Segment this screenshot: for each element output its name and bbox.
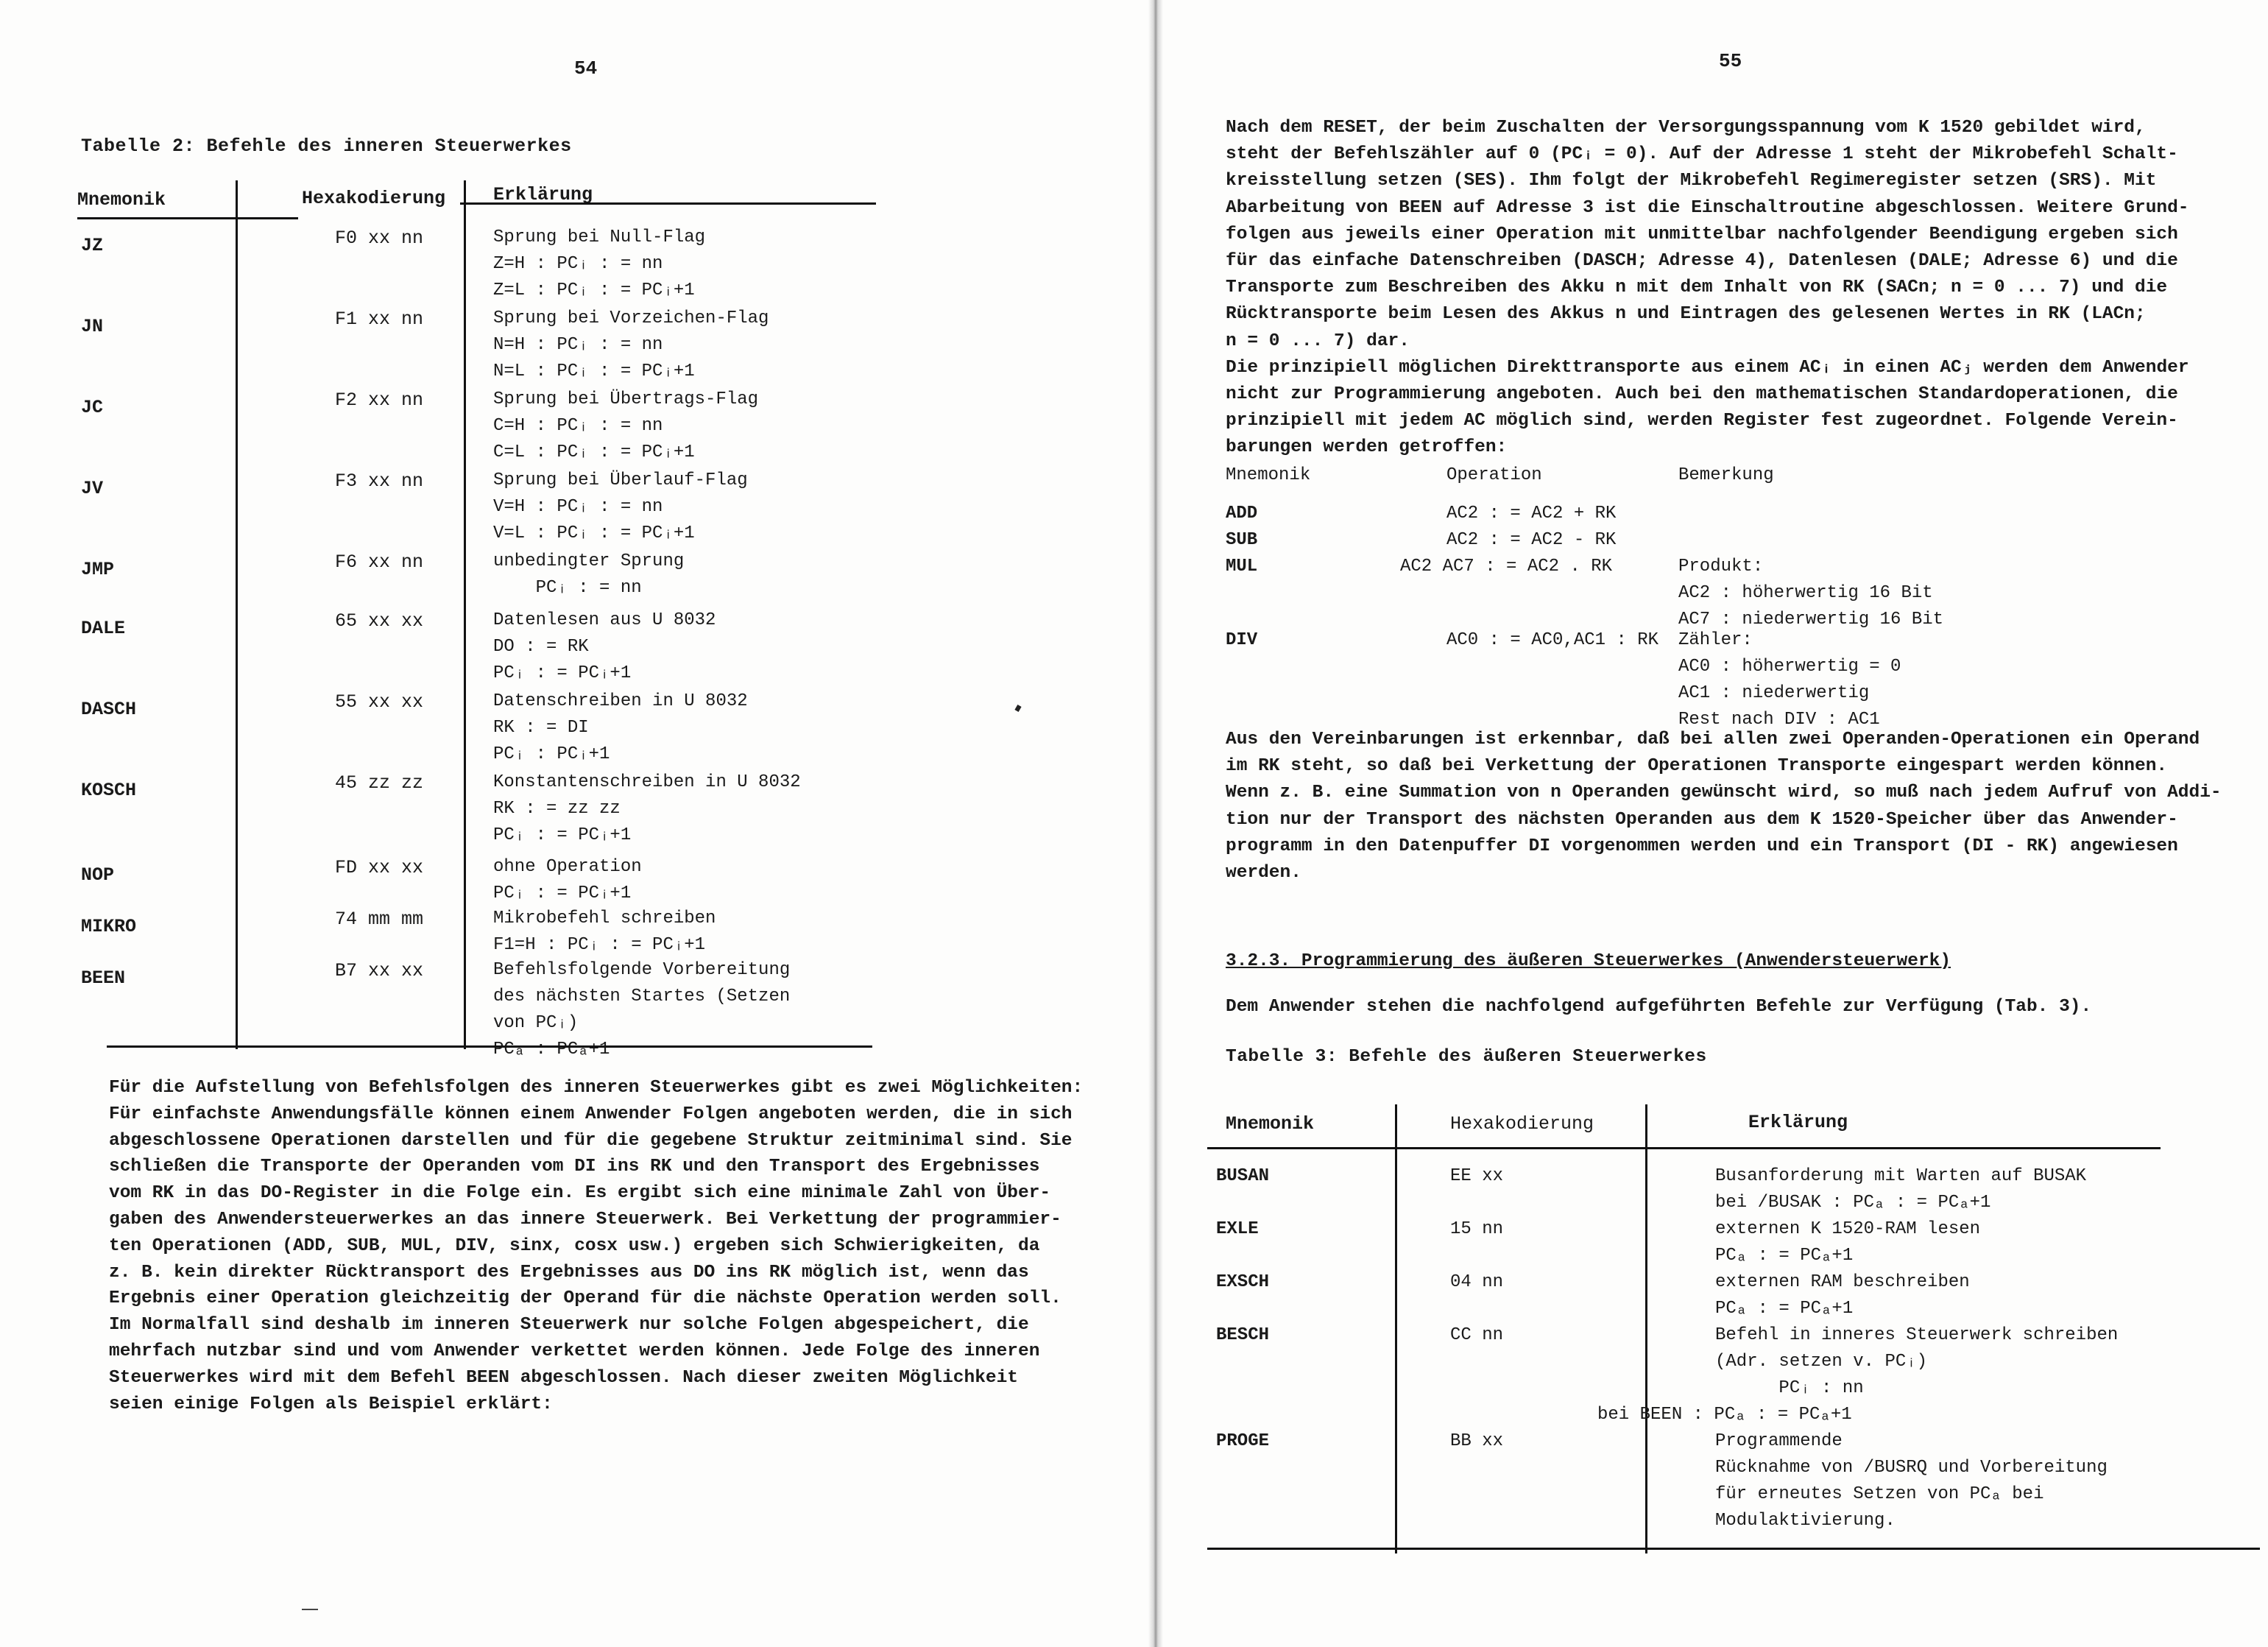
ops-mnemonic: SUB <box>1226 530 1258 550</box>
paragraph-line: Für einfachste Anwendungsfälle können einem Anwender Folgen angeboten werden, die in sich <box>109 1104 1073 1124</box>
paragraph-line: barungen werden getroffen: <box>1226 437 1508 458</box>
table2-explanation-line: PCᵢ : = PCᵢ+1 <box>493 825 632 845</box>
ops-operation: AC2 : = AC2 - RK <box>1446 530 1617 550</box>
table2-hex-code: F1 xx nn <box>334 308 424 330</box>
table3-explanation-line: bei BEEN : PCₐ : = PCₐ+1 <box>1597 1405 1852 1425</box>
table3-mnemonic: EXSCH <box>1216 1272 1270 1292</box>
table3-hex-code: 04 nn <box>1450 1272 1504 1292</box>
table2-hex-code: F6 xx nn <box>334 551 424 573</box>
table2-explanation <box>493 688 748 768</box>
paragraph-line: Die prinzipiell möglichen Direkttransporte aus einem ACᵢ in einen ACⱼ werden dem Anwender <box>1226 357 2189 378</box>
table3-col-divider-2 <box>1645 1104 1647 1553</box>
paragraph-line: Steuerwerkes wird mit dem Befehl BEEN abgeschlossen. Nach dieser zweiten Möglichkeit <box>109 1367 1019 1388</box>
paragraph-line: nicht zur Programmierung angeboten. Auch bei den mathematischen Standardoperationen, die <box>1226 384 2178 405</box>
paragraph-line: im RK steht, so daß bei Verkettung der Operationen Transporte eingespart werden können. <box>1226 756 2168 777</box>
paragraph-line: Abarbeitung von BEEN auf Adresse 3 ist die Einschaltroutine abgeschlossen. Weitere Grund- <box>1226 197 2189 218</box>
ops-remark: AC1 : niederwertig <box>1678 683 1870 703</box>
table3-hex-code: 15 nn <box>1450 1219 1504 1239</box>
table2-explanation <box>493 306 769 385</box>
right-page <box>1163 0 2268 1647</box>
table2-explanation <box>493 549 684 602</box>
table2-explanation <box>493 906 716 959</box>
ops-remark: AC0 : höherwertig = 0 <box>1678 657 1901 677</box>
table2-explanation-line: Befehlsfolgende Vorbereitung <box>493 960 791 980</box>
table3-explanation-line: Modulaktivierung. <box>1715 1511 1896 1531</box>
ops-remark: AC2 : höherwertig 16 Bit <box>1678 583 1933 603</box>
table3-explanation-line: externen RAM beschreiben <box>1715 1272 1970 1292</box>
table2-explanation-line: von PCᵢ) <box>493 1013 579 1033</box>
ops-remark: AC7 : niederwertig 16 Bit <box>1678 610 1944 629</box>
table2-explanation-line: Sprung bei Übertrags-Flag <box>493 389 759 409</box>
table2-mnemonic: JV <box>81 478 104 499</box>
table2-header-mnemonik: Mnemonik <box>77 189 166 211</box>
table3 <box>1207 1104 2260 1561</box>
table2-mnemonic: NOP <box>81 864 115 886</box>
ops-operation: AC2 AC7 : = AC2 . RK <box>1400 557 1613 576</box>
table2-explanation-line: des nächsten Startes (Setzen <box>493 987 791 1006</box>
table3-mnemonic: EXLE <box>1216 1219 1259 1239</box>
table2-explanation-line: N=H : PCᵢ : = nn <box>493 335 663 355</box>
ops-operation: AC2 : = AC2 + RK <box>1446 504 1617 523</box>
paragraph-line: programm in den Datenpuffer DI vorgenommen werden und ein Transport (DI - RK) angewiesen <box>1226 836 2178 856</box>
ops-header: Mnemonik <box>1226 465 1311 485</box>
table2-row <box>77 688 813 762</box>
ops-mnemonic: DIV <box>1226 630 1258 650</box>
table2-hex-code: FD xx xx <box>334 857 424 878</box>
page-number-right: 55 <box>1719 50 1742 72</box>
section-text: Dem Anwender stehen die nachfolgend aufgeführten Befehle zur Verfügung (Tab. 3). <box>1226 997 2092 1017</box>
table2-explanation-line: N=L : PCᵢ : = PCᵢ+1 <box>493 362 695 381</box>
table2-header-rule-left <box>77 217 298 219</box>
table2-explanation-line: Konstantenschreiben in U 8032 <box>493 772 801 792</box>
table3-hex-code: CC nn <box>1450 1325 1504 1345</box>
table2-row <box>77 607 813 681</box>
table2-hex-code: 45 zz zz <box>334 772 424 794</box>
table2-explanation-line: C=H : PCᵢ : = nn <box>493 416 663 436</box>
table2-explanation <box>493 225 705 304</box>
table3-header-rule <box>1207 1147 2161 1149</box>
left-body-paragraph <box>109 1075 1083 1417</box>
table3-mnemonic: BESCH <box>1216 1325 1270 1345</box>
table2-explanation-line: RK : = zz zz <box>493 799 621 819</box>
table2-explanation <box>493 468 748 547</box>
table3-explanation-line: für erneutes Setzen von PCₐ bei <box>1715 1484 2044 1504</box>
table2-hex-code: F0 xx nn <box>334 228 424 249</box>
table2-hex-code: F2 xx nn <box>334 389 424 411</box>
paragraph-line: prinzipiell mit jedem AC möglich sind, werden Register fest zugeordnet. Folgende Verein- <box>1226 411 2178 431</box>
table2-hex-code: F3 xx nn <box>334 470 424 492</box>
table2-explanation-line: unbedingter Sprung <box>493 551 685 571</box>
table2-header-erklaerung: Erklärung <box>493 184 593 205</box>
table2-header-rule-right <box>460 202 876 205</box>
paragraph-line: Aus den Vereinbarungen ist erkennbar, daß bei allen zwei Operanden-Operationen ein Operand <box>1226 730 2200 750</box>
table2-explanation-line: DO : = RK <box>493 637 589 657</box>
paragraph-line: Transporte zum Beschreiben des Akku n mit dem Inhalt von RK (SACn; n = 0 ... 7) und die <box>1226 278 2168 298</box>
ops-remark: Zähler: <box>1678 630 1753 650</box>
table2-row <box>77 387 813 460</box>
ops-remark: Produkt: <box>1678 557 1764 576</box>
table2-explanation-line: Sprung bei Vorzeichen-Flag <box>493 308 769 328</box>
paragraph-line: steht der Befehlszähler auf 0 (PCᵢ = 0). Auf der Adresse 1 steht der Mikrobefehl Schalt- <box>1226 144 2178 165</box>
book-gutter <box>1148 0 1163 1647</box>
ops-mnemonic: MUL <box>1226 557 1258 576</box>
table2-mnemonic: DASCH <box>81 699 137 720</box>
table2-mnemonic: KOSCH <box>81 780 137 801</box>
paragraph-line: schließen die Transporte der Operanden vom DI ins RK und den Transport des Ergebnisses <box>109 1157 1040 1177</box>
table2-explanation-line: Mikrobefehl schreiben <box>493 909 716 928</box>
paragraph-line: kreisstellung setzen (SES). Ihm folgt der Mikrobefehl Regimeregister setzen (SRS). Mit <box>1226 171 2157 191</box>
table3-explanation-line: Programmende <box>1715 1431 1843 1451</box>
table2-explanation-line: PCᵢ : = PCᵢ+1 <box>493 663 632 683</box>
table2-explanation-line: PCᵢ : = nn <box>493 578 642 598</box>
table2-explanation-line: PCᵢ : = PCᵢ+1 <box>493 884 632 903</box>
paragraph-line: abgeschlossene Operationen darstellen und für die gegebene Struktur zeitminimal sind. Sie <box>109 1130 1073 1151</box>
table2-explanation-line: V=H : PCᵢ : = nn <box>493 497 663 517</box>
ops-operation: AC0 : = AC0,AC1 : RK <box>1446 630 1659 650</box>
table2-caption: Tabelle 2: Befehle des inneren Steuerwerkes <box>81 135 572 157</box>
table2-explanation-line: Z=L : PCᵢ : = PCᵢ+1 <box>493 281 695 300</box>
paragraph-line: Rücktransporte beim Lesen des Akkus n und Eintragen des gelesenen Wertes in RK (LACn; <box>1226 304 2146 325</box>
table2-explanation <box>493 387 758 466</box>
paragraph-line: gaben des Anwendersteuerwerkes an das innere Steuerwerk. Bei Verkettung der programmier- <box>109 1209 1061 1230</box>
paragraph-line: Nach dem RESET, der beim Zuschalten der Versorgungsspannung vom K 1520 gebildet wird, <box>1226 118 2146 138</box>
paragraph-line: folgen aus jeweils einer Operation mit unmittelbar nachfolgender Beendigung ergeben sich <box>1226 224 2178 244</box>
paragraph-line: Im Normalfall sind deshalb im inneren Steuerwerk nur solche Folgen abgespeichert, die <box>109 1315 1029 1336</box>
table2-header-hex: Hexakodierung <box>302 188 446 209</box>
table2-explanation <box>493 607 716 687</box>
table3-explanation-line: PCᵢ : nn <box>1715 1378 1864 1398</box>
table3-explanation-line: externen K 1520-RAM lesen <box>1715 1219 1981 1239</box>
table3-explanation-line: PCₐ : = PCₐ+1 <box>1715 1299 1854 1319</box>
table2-mnemonic: JC <box>81 397 104 418</box>
paragraph-line: ten Operationen (ADD, SUB, MUL, DIV, sinx, cosx usw.) ergeben sich Schwierigkeiten, da <box>109 1235 1040 1256</box>
table3-explanation-line: (Adr. setzen v. PCᵢ) <box>1715 1352 1928 1372</box>
table3-hex-code: EE xx <box>1450 1166 1504 1186</box>
table3-explanation-line: Befehl in inneres Steuerwerk schreiben <box>1715 1325 2119 1345</box>
page-mark <box>302 1609 318 1610</box>
paragraph-line: seien einige Folgen als Beispiel erklärt: <box>109 1394 553 1414</box>
table2-explanation-line: PCᵢ : PCᵢ+1 <box>493 744 610 764</box>
table2-explanation-line: Z=H : PCᵢ : = nn <box>493 254 663 274</box>
ops-header: Operation <box>1446 465 1542 485</box>
page-number-left: 54 <box>574 57 598 80</box>
table3-header-hex: Hexakodierung <box>1450 1113 1594 1135</box>
table2-explanation-line: Sprung bei Null-Flag <box>493 228 706 247</box>
paragraph-line: für das einfache Datenschreiben (DASCH; Adresse 4), Datenlesen (DALE; Adresse 6) und die <box>1226 251 2178 272</box>
right-paragraph-1 <box>1226 115 2189 462</box>
table2-mnemonic: BEEN <box>81 967 126 989</box>
table2-hex-code: 65 xx xx <box>334 610 424 632</box>
table2-mnemonic: JZ <box>81 235 104 256</box>
table2-explanation-line: RK : = DI <box>493 718 589 738</box>
table2-hex-code: B7 xx xx <box>334 960 424 981</box>
ops-mnemonic: ADD <box>1226 504 1258 523</box>
table3-hex-code: BB xx <box>1450 1431 1504 1451</box>
table2-explanation-line: Sprung bei Überlauf-Flag <box>493 470 748 490</box>
table3-header-mnemonik: Mnemonik <box>1226 1113 1315 1135</box>
paragraph-line: Ergebnis einer Operation gleichzeitig der Operand für die nächste Operation werden soll. <box>109 1288 1061 1309</box>
table2-explanation-line: PCₐ : PCₐ+1 <box>493 1040 610 1059</box>
table2-row <box>77 225 813 298</box>
paragraph-line: Wenn z. B. eine Summation von n Operanden gewünscht wird, so muß nach jedem Aufruf von Addi- <box>1226 783 2222 803</box>
table3-explanation-line: PCₐ : = PCₐ+1 <box>1715 1246 1854 1266</box>
table2-row <box>77 769 813 843</box>
table3-explanation-line: Busanforderung mit Warten auf BUSAK <box>1715 1166 2087 1186</box>
right-paragraph-2 <box>1226 727 2222 886</box>
table3-mnemonic: PROGE <box>1216 1431 1270 1451</box>
table2-hex-code: 74 mm mm <box>334 909 424 930</box>
table2-explanation-line: ohne Operation <box>493 857 642 877</box>
table2-explanation-line: C=L : PCᵢ : = PCᵢ+1 <box>493 442 695 462</box>
paragraph-line: tion nur der Transport des nächsten Operanden aus dem K 1520-Speicher über das Anwender- <box>1226 809 2178 830</box>
table3-bottom-rule <box>1207 1548 2260 1550</box>
paragraph-line: mehrfach nutzbar sind und vom Anwender verkettet werden können. Jede Folge des inneren <box>109 1341 1040 1361</box>
paragraph-line: werden. <box>1226 863 1301 884</box>
table3-header-erklaerung: Erklärung <box>1748 1112 1848 1133</box>
table2-row <box>77 306 813 379</box>
table3-caption: Tabelle 3: Befehle des äußeren Steuerwerkes <box>1226 1047 1707 1067</box>
table3-explanation-line: bei /BUSAK : PCₐ : = PCₐ+1 <box>1715 1193 1991 1213</box>
table2-explanation-line: Datenlesen aus U 8032 <box>493 610 716 630</box>
table2-row <box>77 468 813 541</box>
ops-header: Bemerkung <box>1678 465 1774 485</box>
table3-mnemonic: BUSAN <box>1216 1166 1270 1186</box>
table2-mnemonic: JN <box>81 316 104 337</box>
paragraph-line: Für die Aufstellung von Befehlsfolgen des inneren Steuerwerkes gibt es zwei Möglichkeiten: <box>109 1078 1084 1098</box>
table3-col-divider-1 <box>1395 1104 1397 1553</box>
section-heading: 3.2.3. Programmierung des äußeren Steuerwerkes (Anwendersteuerwerk) <box>1226 951 1951 971</box>
table2-explanation-line: V=L : PCᵢ : = PCᵢ+1 <box>493 523 695 543</box>
paragraph-line: z. B. kein direkter Rücktransport des Ergebnisses aus DO ins RK möglich ist, wenn das <box>109 1262 1029 1283</box>
table2-row <box>77 957 813 1059</box>
paragraph-line: n = 0 ... 7) dar. <box>1226 331 1410 351</box>
table2-explanation <box>493 769 801 849</box>
paragraph-line: vom RK in das DO-Register in die Folge ein. Es ergibt sich eine minimale Zahl von Über- <box>109 1183 1051 1204</box>
ink-speck <box>1014 705 1021 712</box>
table2-explanation-line: F1=H : PCᵢ : = PCᵢ+1 <box>493 935 706 955</box>
table2-mnemonic: DALE <box>81 618 126 639</box>
table2-bottom-rule <box>107 1045 872 1048</box>
table3-explanation-line: Rücknahme von /BUSRQ und Vorbereitung <box>1715 1458 2108 1478</box>
table2-explanation-line: Datenschreiben in U 8032 <box>493 691 748 711</box>
table2-explanation <box>493 854 642 907</box>
table2-hex-code: 55 xx xx <box>334 691 424 713</box>
ops-remark: Rest nach DIV : AC1 <box>1678 710 1880 730</box>
table2-mnemonic: JMP <box>81 559 115 580</box>
table2-mnemonic: MIKRO <box>81 916 137 937</box>
